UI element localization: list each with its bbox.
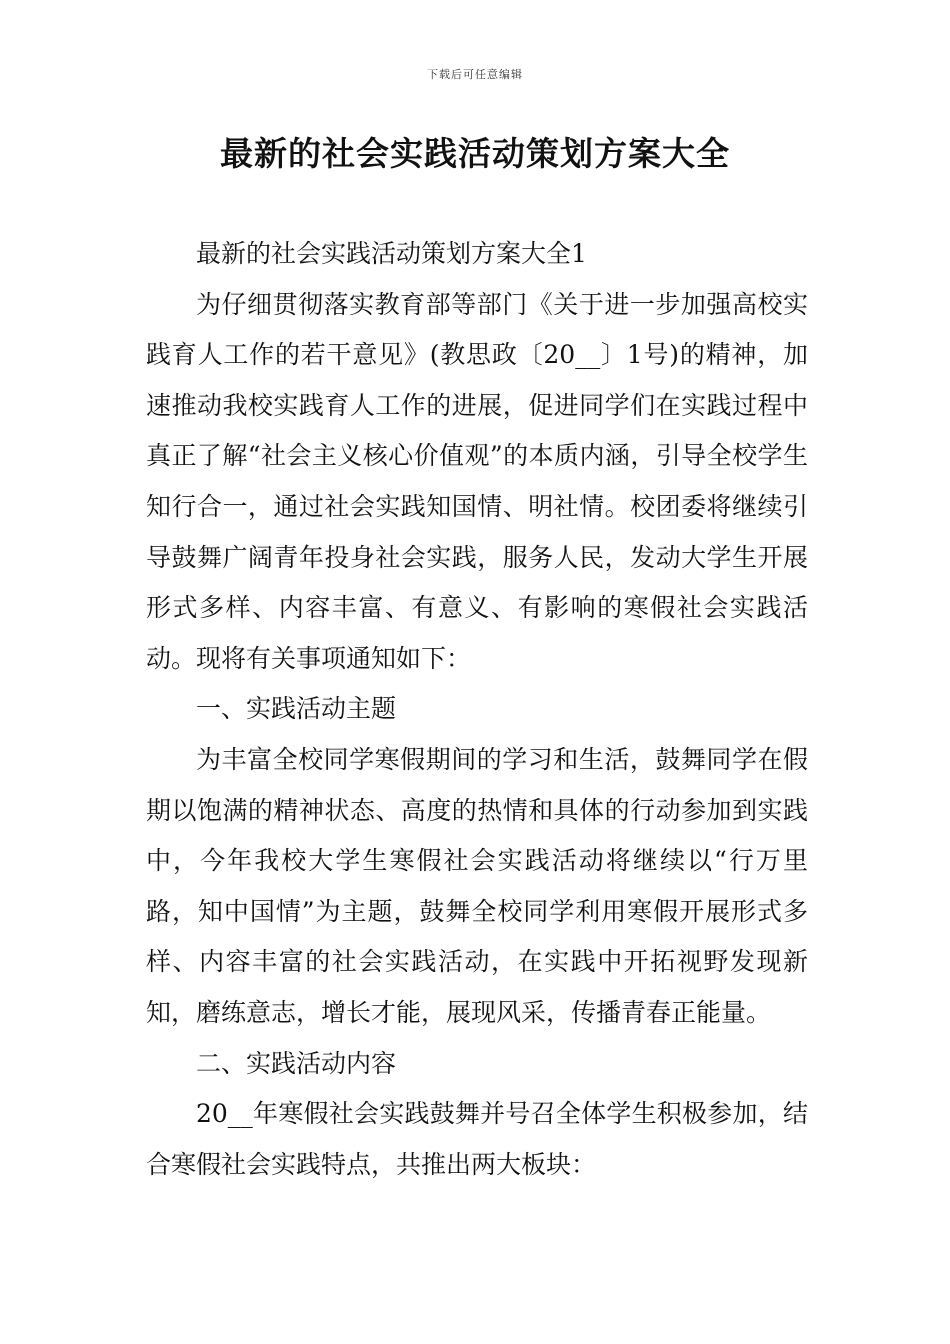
- section-heading-content: 二、实践活动内容: [196, 1048, 397, 1078]
- paragraph-content: 20__年寒假社会实践鼓舞并号召全体学生积极参加，结合寒假社会实践特点，共推出两大板块：: [146, 1099, 808, 1179]
- document-body: [146, 229, 808, 1190]
- header-note: 下载后可任意编辑: [427, 68, 523, 81]
- paragraph-theme: 为丰富全校同学寒假期间的学习和生活，鼓舞同学在假期以饱满的精神状态、高度的热情和具体的行动参加到实践中，今年我校大学生寒假社会实践活动将继续以“行万里路，知中国情”为主题，鼓舞全校同学利用寒假开展形式多样、内容丰富的社会实践活动，在实践中开拓视野发现新知，磨练意志，增长才能，展现风采，传播青春正能量。: [146, 744, 808, 1027]
- section-heading-theme: 一、实践活动主题: [196, 694, 397, 724]
- section-heading-1: 最新的社会实践活动策划方案大全1: [196, 239, 587, 268]
- document-title: 最新的社会实践活动策划方案大全: [220, 134, 730, 173]
- paragraph-intro: 为仔细贯彻落实教育部等部门《关于进一步加强高校实践育人工作的若干意见》(教思政〔20__〕1号)的精神，加速推动我校实践育人工作的进展，促进同学们在实践过程中真正了解“社会主义核心价值观”的本质内涵，引导全校学生知行合一，通过社会实践知国情、明社情。校团委将继续引导鼓舞广阔青年投身社会实践，服务人民，发动大学生开展形式多样、内容丰富、有意义、有影响的寒假社会实践活动。现将有关事项通知如下：: [146, 289, 808, 673]
